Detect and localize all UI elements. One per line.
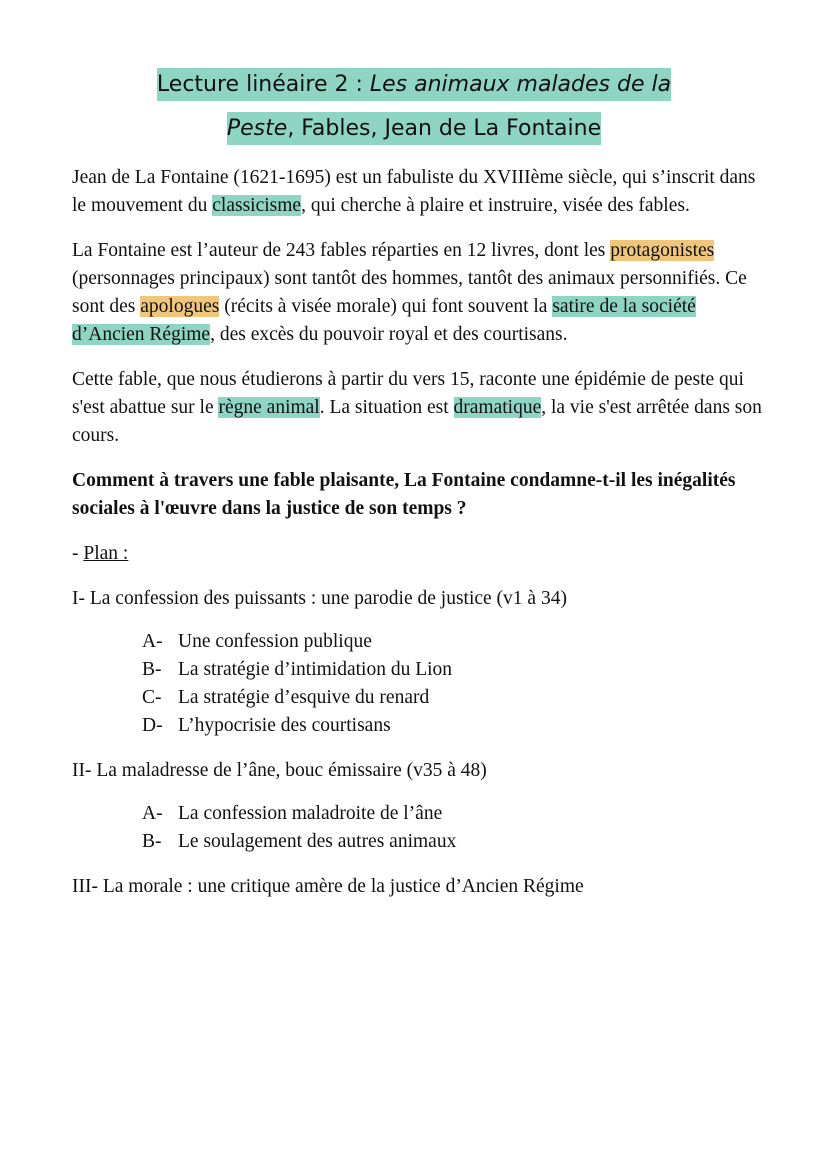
item-text: Le soulagement des autres animaux (178, 831, 457, 852)
plan-item (142, 684, 772, 712)
text: Cette fable, que nous étudierons à partir du vers 15, raconte une épidémie de peste qui s'est abattue sur le (72, 369, 744, 418)
text: (récits à visée morale) qui font souvent la (219, 296, 553, 317)
title-plain: Lecture linéaire 2 : (156, 72, 370, 97)
plan-item (142, 828, 772, 856)
plan-item (142, 628, 772, 656)
intro-paragraph-1 (72, 164, 772, 220)
highlight-teal: règne animal (218, 397, 320, 418)
plan-part-2: II- La maladresse de l’âne, bouc émissaire (v35 à 48) (72, 760, 487, 781)
highlight-teal: satire de la société d’Ancien Régime (72, 296, 696, 345)
highlight-teal: dramatique (453, 397, 542, 418)
highlight-orange: protagonistes (610, 240, 715, 261)
intro-paragraph-3 (72, 366, 772, 450)
plan-part-2-items (72, 800, 772, 856)
text: , la vie s'est arrêtée dans son cours. (72, 397, 762, 446)
item-text: La confession maladroite de l’âne (178, 803, 443, 824)
item-text: L’hypocrisie des courtisans (178, 715, 391, 736)
text: (personnages principaux) sont tantôt des hommes, tantôt des animaux personnifiés. Ce sont des (72, 268, 747, 317)
highlight-teal: classicisme (212, 195, 302, 216)
item-text: La stratégie d’intimidation du Lion (178, 659, 453, 680)
text: , des excès du pouvoir royal et des courtisans. (210, 324, 568, 345)
text: , qui cherche à plaire et instruire, visée des fables. (301, 195, 690, 216)
highlight-orange: apologues (140, 296, 220, 317)
text: La Fontaine est l’auteur de 243 fables réparties en 12 livres, dont les (72, 240, 611, 261)
item-label: A- (142, 631, 163, 652)
text: . La situation est (319, 397, 454, 418)
plan-heading (72, 540, 772, 568)
intro-paragraph-2 (72, 237, 772, 349)
item-label: A- (142, 803, 163, 824)
plan-prefix: - (72, 543, 84, 564)
item-label: C- (142, 687, 162, 708)
item-label: B- (142, 831, 162, 852)
document-body (72, 164, 772, 901)
document-title-line-2 (0, 116, 828, 141)
title-italic: Peste (226, 116, 288, 141)
plan-part-3: III- La morale : une critique amère de la justice d’Ancien Régime (72, 876, 584, 897)
plan-item (142, 800, 772, 828)
text: Jean de La Fontaine (1621-1695) est un fabuliste du XVIIIème siècle, qui s’inscrit dans le mouvement du (72, 167, 756, 216)
plan-item (142, 656, 772, 684)
plan-label: Plan : (83, 543, 129, 564)
plan-part-1: I- La confession des puissants : une parodie de justice (v1 à 34) (72, 588, 567, 609)
item-label: B- (142, 659, 162, 680)
item-label: D- (142, 715, 163, 736)
title-plain: , Fables, Jean de La Fontaine (287, 116, 602, 141)
item-text: La stratégie d’esquive du renard (178, 687, 430, 708)
document-title-line-1 (0, 72, 828, 97)
plan-item (142, 712, 772, 740)
title-italic: Les animaux malades de la (369, 72, 672, 97)
plan-part-1-items (72, 628, 772, 740)
item-text: Une confession publique (178, 631, 372, 652)
problematic-question: Comment à travers une fable plaisante, La Fontaine condamne-t-il les inégalités sociales à l'œuvre dans la justice de son temps ? (72, 470, 736, 519)
